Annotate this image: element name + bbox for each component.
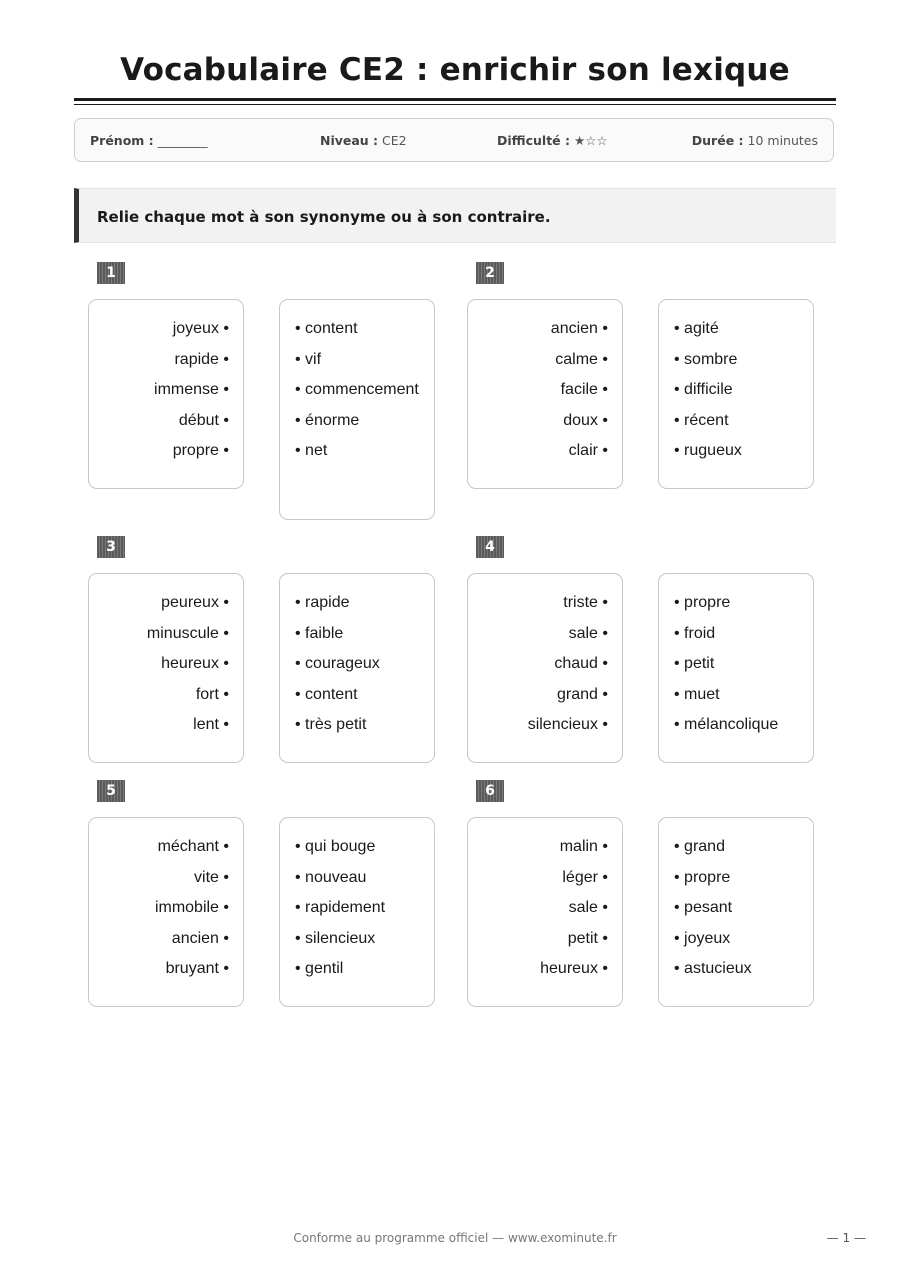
exercise-5-left-item[interactable]: bruyant • — [165, 960, 229, 978]
exercise-6-right-item[interactable]: • propre — [674, 868, 731, 886]
exercise-3-number: 3 — [97, 536, 125, 558]
exercise-2-number: 2 — [476, 262, 504, 284]
exercise-1-right-item[interactable]: • content — [295, 320, 358, 337]
exercise-3-left-item[interactable]: heureux • — [161, 655, 229, 673]
info-bar — [74, 118, 834, 162]
exercise-6-number: 6 — [476, 780, 504, 802]
footer-text: Conforme au programme officiel — www.exominute.fr — [293, 1231, 617, 1245]
page-title: Vocabulaire CE2 : enrichir son lexique — [120, 52, 790, 88]
exercise-1-left-box — [88, 299, 244, 489]
exercise-4-left-item[interactable]: grand • — [557, 685, 608, 703]
exercise-2-left-item[interactable]: calme • — [555, 350, 608, 368]
niveau-value: CE2 — [382, 133, 407, 148]
exercise-3-right-item[interactable]: • rapide — [295, 594, 350, 611]
exercise-5-right-item[interactable]: • qui bouge — [295, 838, 376, 855]
exercise-2-right-item[interactable]: • récent — [674, 411, 729, 429]
exercise-4-right-item[interactable]: • muet — [674, 685, 720, 703]
exercise-6-left-item[interactable]: malin • — [559, 838, 608, 855]
exercise-1-number: 1 — [97, 262, 125, 284]
exercise-5-number: 5 — [97, 780, 125, 802]
exercise-4-right-item[interactable]: • froid — [674, 624, 716, 642]
duree-value: 10 minutes — [747, 133, 818, 148]
exercise-3-left-box — [88, 573, 244, 763]
exercise-5-right-item[interactable]: • gentil — [295, 960, 344, 978]
exercise-2-left-box — [467, 299, 623, 489]
prenom-value: ________ — [157, 133, 208, 148]
exercise-1-left-item[interactable]: propre • — [172, 442, 229, 460]
exercise-3-left-item[interactable]: lent • — [193, 716, 229, 734]
exercise-4-left-item[interactable]: chaud • — [554, 655, 608, 673]
exercise-2-right-box — [658, 299, 814, 489]
exercise-6-left-item[interactable]: léger • — [562, 868, 608, 886]
exercise-3-left-item[interactable]: minuscule • — [146, 624, 229, 642]
exercise-4-number: 4 — [476, 536, 504, 558]
duree-label: Durée : — [691, 133, 744, 148]
exercise-5-left-item[interactable]: immobile • — [154, 899, 229, 917]
exercise-5-right-item[interactable]: • nouveau — [295, 868, 367, 886]
exercise-6-right-box — [658, 817, 814, 1007]
exercise-4-left-box — [467, 573, 623, 763]
exercise-5-right-box — [279, 817, 435, 1007]
exercise-3-right-item[interactable]: • courageux — [295, 655, 380, 673]
exercise-4-left-item[interactable]: triste • — [563, 594, 608, 611]
page-number: — 1 — — [826, 1231, 866, 1245]
exercise-1-right-item[interactable]: • net — [295, 442, 328, 460]
exercise-2-right-item[interactable]: • rugueux — [674, 442, 742, 460]
exercise-3-right-item[interactable]: • très petit — [295, 716, 367, 734]
exercise-2-left-item[interactable]: clair • — [568, 442, 608, 460]
exercise-4-right-item[interactable]: • petit — [674, 655, 715, 673]
exercise-4-right-item[interactable]: • propre — [674, 594, 731, 611]
exercise-6-left-item[interactable]: petit • — [567, 929, 608, 947]
exercise-1-right-item[interactable]: • énorme — [295, 411, 360, 429]
exercise-6-right-item[interactable]: • astucieux — [674, 960, 752, 978]
prenom-field[interactable] — [90, 133, 208, 148]
duree-field — [692, 133, 818, 148]
exercise-6-left-item[interactable]: heureux • — [540, 960, 608, 978]
exercise-4-right-item[interactable]: • mélancolique — [674, 716, 779, 734]
exercise-2-left-item[interactable]: facile • — [560, 381, 608, 399]
exercise-1-right-box — [279, 299, 435, 520]
instruction-box: Relie chaque mot à son synonyme ou à son contraire. — [74, 188, 836, 243]
exercise-1-left-item[interactable]: immense • — [154, 381, 229, 399]
exercise-5-left-item[interactable]: ancien • — [171, 929, 229, 947]
niveau-field — [320, 133, 407, 148]
exercise-2-right-item[interactable]: • sombre — [674, 350, 738, 368]
difficulte-label: Difficulté : — [497, 133, 570, 148]
exercise-5-left-box — [88, 817, 244, 1007]
prenom-label: Prénom : — [90, 133, 154, 148]
exercise-5-right-item[interactable]: • rapidement — [295, 899, 386, 917]
difficulte-stars-icon: ★☆☆ — [573, 133, 608, 148]
difficulte-field — [497, 133, 608, 148]
exercise-4-left-item[interactable]: sale • — [568, 624, 608, 642]
exercise-1-right-item[interactable]: • vif — [295, 350, 322, 368]
exercise-5-left-item[interactable]: vite • — [194, 868, 229, 886]
exercise-4-right-box — [658, 573, 814, 763]
exercise-4-left-item[interactable]: silencieux • — [527, 716, 608, 734]
exercise-3-right-item[interactable]: • faible — [295, 624, 344, 642]
exercise-3-right-box — [279, 573, 435, 763]
exercise-6-right-item[interactable]: • pesant — [674, 899, 733, 917]
exercise-3-left-item[interactable]: peureux • — [161, 594, 229, 611]
exercise-6-right-item[interactable]: • joyeux — [674, 929, 731, 947]
exercise-2-left-item[interactable]: ancien • — [550, 320, 608, 337]
exercise-6-right-item[interactable]: • grand — [674, 838, 725, 855]
exercise-6-left-item[interactable]: sale • — [568, 899, 608, 917]
title-rule-thin — [74, 104, 836, 105]
exercise-5-left-item[interactable]: méchant • — [157, 838, 229, 855]
exercise-2-right-item[interactable]: • difficile — [674, 381, 733, 399]
exercise-1-right-item[interactable]: • commencement — [295, 381, 419, 399]
exercise-1-left-item[interactable]: début • — [178, 411, 229, 429]
exercise-2-right-item[interactable]: • agité — [674, 320, 719, 337]
exercise-1-left-item[interactable]: joyeux • — [172, 320, 229, 337]
exercise-3-right-item[interactable]: • content — [295, 685, 358, 703]
exercise-2-left-item[interactable]: doux • — [563, 411, 608, 429]
title-rule-thick — [74, 98, 836, 101]
exercise-6-left-box — [467, 817, 623, 1007]
exercise-1-left-item[interactable]: rapide • — [174, 350, 229, 368]
exercise-5-right-item[interactable]: • silencieux — [295, 929, 376, 947]
niveau-label: Niveau : — [320, 133, 379, 148]
exercise-3-left-item[interactable]: fort • — [195, 685, 229, 703]
